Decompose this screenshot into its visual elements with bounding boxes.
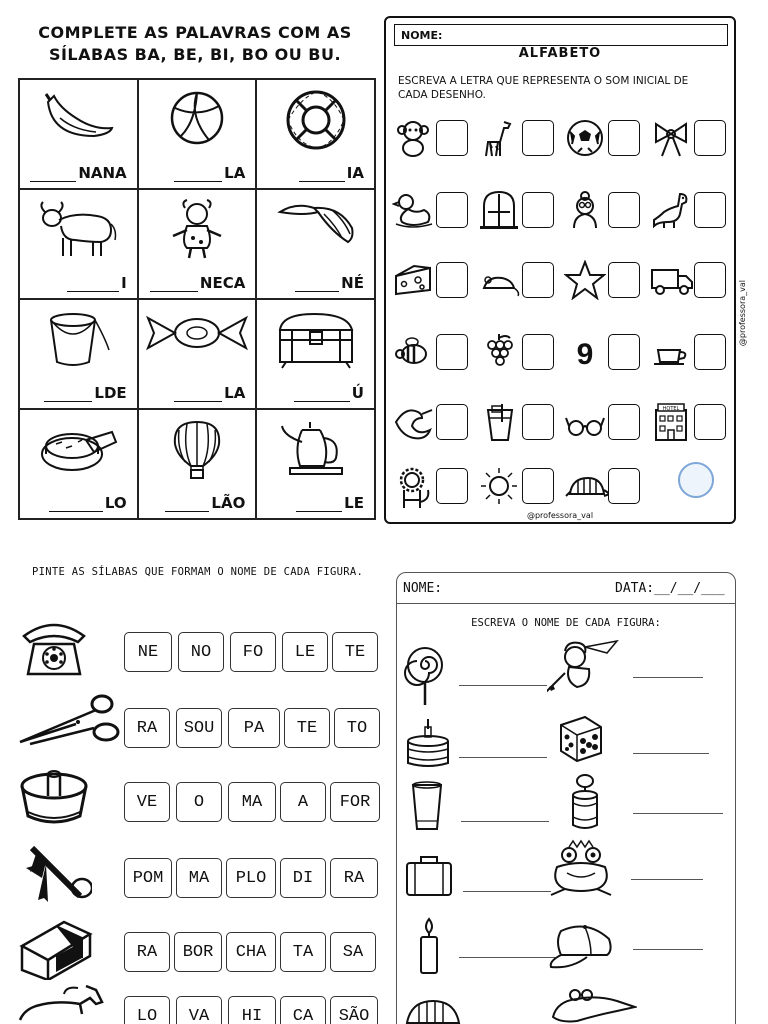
- answer-blank[interactable]: [296, 498, 342, 512]
- cup-icon: [650, 332, 692, 372]
- picture-row: [390, 116, 732, 160]
- letter-box[interactable]: [436, 192, 468, 228]
- cheese-icon: [392, 260, 434, 300]
- letter-box[interactable]: [694, 334, 726, 370]
- fairy-icon: [547, 637, 627, 701]
- word-ending: LÃO: [211, 494, 246, 512]
- letter-box[interactable]: [608, 120, 640, 156]
- ox-icon: [35, 198, 121, 260]
- syllable-tile[interactable]: POM: [124, 858, 172, 898]
- vertical-credit: @professora_val: [738, 280, 747, 347]
- bottom-credit: @professora_val: [526, 511, 594, 520]
- dice-icon: [555, 713, 605, 763]
- syllable-tile[interactable]: RA: [124, 708, 170, 748]
- telephone-icon: [16, 616, 92, 680]
- giraffe-icon: [478, 118, 520, 158]
- grid-cell: [19, 79, 138, 189]
- grid-cell: [138, 189, 257, 299]
- letter-box[interactable]: [436, 262, 468, 298]
- word-ending: LA: [224, 384, 246, 402]
- nine-icon: [564, 332, 606, 372]
- answer-line[interactable]: [463, 891, 551, 892]
- dinosaur-icon: [650, 190, 692, 230]
- sheet4-instruction: ESCREVA O NOME DE CADA FIGURA:: [471, 617, 661, 629]
- kettle-icon: [280, 418, 352, 480]
- bow-icon: [650, 118, 692, 158]
- answer-blank[interactable]: [165, 498, 209, 512]
- grid-cell: [138, 79, 257, 189]
- answer-line[interactable]: [461, 821, 549, 822]
- syllable-tile[interactable]: NO: [178, 632, 224, 672]
- header-divider: [397, 603, 735, 604]
- picture-row: [390, 330, 732, 374]
- syllable-tile[interactable]: LE: [282, 632, 328, 672]
- armadillo-icon: [564, 466, 610, 506]
- letter-box[interactable]: [608, 334, 640, 370]
- answer-line[interactable]: [459, 685, 547, 686]
- syllable-row: [14, 766, 384, 830]
- word-ending: IA: [346, 164, 364, 182]
- picture-item: [569, 773, 729, 833]
- glasses-icon: [564, 402, 606, 442]
- picture-item: [547, 987, 707, 1023]
- armadillo-icon: [403, 993, 463, 1024]
- syllable-tile[interactable]: DI: [280, 858, 326, 898]
- syllable-tile[interactable]: VE: [124, 782, 170, 822]
- banana-icon: [38, 88, 118, 148]
- cake-icon: [36, 418, 120, 476]
- date-field[interactable]: DATA:__/__/___: [615, 581, 725, 596]
- syllable-tile[interactable]: CHA: [226, 932, 276, 972]
- answer-line[interactable]: [633, 949, 703, 950]
- answer-blank[interactable]: [174, 168, 222, 182]
- letter-box[interactable]: [608, 262, 640, 298]
- syllable-tile[interactable]: A: [280, 782, 326, 822]
- glass-icon: [407, 781, 447, 833]
- can-icon: [569, 773, 601, 831]
- letter-box[interactable]: [436, 334, 468, 370]
- letter-box[interactable]: [694, 262, 726, 298]
- answer-blank[interactable]: [44, 388, 92, 402]
- sun-icon: [478, 466, 520, 506]
- diploma-icon: [16, 842, 92, 906]
- window-icon: [478, 190, 520, 230]
- letter-box[interactable]: [694, 192, 726, 228]
- syllable-row: [14, 916, 384, 980]
- picture-item: [547, 921, 707, 981]
- syllable-tile[interactable]: BOR: [174, 932, 222, 972]
- name-field[interactable]: NOME:: [394, 24, 728, 46]
- alphabet-sheet: [384, 16, 747, 524]
- word-ending: LA: [224, 164, 246, 182]
- mouse-icon: [478, 260, 520, 300]
- bee-icon: [392, 332, 434, 372]
- word-grid: [18, 78, 376, 520]
- duck-icon: [392, 190, 434, 230]
- cake-pan-icon: [16, 766, 92, 830]
- letter-box[interactable]: [436, 468, 468, 504]
- syllable-tile[interactable]: HI: [228, 996, 276, 1024]
- grid-cell: [19, 189, 138, 299]
- grid-cell: [256, 189, 375, 299]
- juice-glass-icon: [478, 402, 520, 442]
- grid-cell: [19, 299, 138, 409]
- picture-item: [403, 993, 563, 1024]
- word-ending: LO: [104, 494, 127, 512]
- sheet2-title: ALFABETO: [518, 46, 602, 61]
- truck-icon: [650, 260, 694, 300]
- doll-icon: [167, 198, 227, 260]
- syllable-tile[interactable]: FOR: [330, 782, 380, 822]
- word-ending: NECA: [199, 274, 246, 292]
- syllable-tile[interactable]: PA: [228, 708, 280, 748]
- syllable-tile[interactable]: FO: [230, 632, 276, 672]
- answer-line[interactable]: [633, 813, 723, 814]
- syllable-tile[interactable]: CA: [280, 996, 326, 1024]
- grid-cell: [138, 409, 257, 519]
- syllable-tile[interactable]: O: [176, 782, 222, 822]
- grid-cell: [138, 299, 257, 409]
- syllable-tile[interactable]: PLO: [226, 858, 276, 898]
- letter-box[interactable]: [608, 404, 640, 440]
- letter-box[interactable]: [522, 120, 554, 156]
- grid-cell: [256, 409, 375, 519]
- grapes-icon: [478, 332, 520, 372]
- grid-cell: [19, 409, 138, 519]
- soccer-ball-icon: [564, 118, 606, 158]
- treasure-chest-icon: [274, 308, 358, 370]
- syllable-row: [14, 842, 384, 906]
- word-ending: LE: [344, 494, 364, 512]
- name-field[interactable]: NOME:: [403, 581, 443, 596]
- picture-item: [403, 645, 563, 705]
- letter-box[interactable]: [436, 120, 468, 156]
- lion-icon: [392, 466, 434, 510]
- sheet2-instruction: ESCREVA A LETRA QUE REPRESENTA O SOM INICIAL DE CADA DESENHO.: [398, 75, 689, 101]
- eraser-icon: [16, 916, 96, 980]
- answer-line[interactable]: [459, 957, 555, 958]
- syllable-tile[interactable]: MA: [228, 782, 276, 822]
- syllable-tile[interactable]: SÃO: [330, 996, 378, 1024]
- sheet1-title-line2: SÍLABAS BA, BE, BI, BO OU BU.: [48, 45, 342, 64]
- syllable-tile[interactable]: TE: [284, 708, 330, 748]
- syllable-tile[interactable]: TO: [334, 708, 380, 748]
- syllable-tile[interactable]: TE: [332, 632, 378, 672]
- picture-item: [403, 851, 563, 911]
- syllable-tile[interactable]: MA: [176, 858, 222, 898]
- letter-box[interactable]: [522, 334, 554, 370]
- letter-box[interactable]: [522, 192, 554, 228]
- grandma-icon: [564, 190, 606, 230]
- letter-box[interactable]: [436, 404, 468, 440]
- syllable-tile[interactable]: RA: [124, 932, 170, 972]
- answer-blank[interactable]: [150, 278, 198, 292]
- picture-row: [390, 188, 732, 232]
- syllable-tile[interactable]: SA: [330, 932, 376, 972]
- picture-item: [403, 717, 563, 777]
- syllable-tile[interactable]: TA: [280, 932, 326, 972]
- letter-box[interactable]: [608, 192, 640, 228]
- badge-logo-icon: [678, 462, 714, 498]
- sheet1-title-line1: COMPLETE AS PALAVRAS COM AS: [38, 23, 352, 42]
- picture-item: [547, 637, 707, 697]
- answer-blank[interactable]: [49, 498, 103, 512]
- picture-row: [390, 400, 732, 444]
- grid-cell: [256, 299, 375, 409]
- frog-icon: [547, 839, 617, 899]
- answer-blank[interactable]: [299, 168, 345, 182]
- candle-icon: [411, 917, 447, 977]
- letter-box[interactable]: [522, 468, 554, 504]
- syllable-row: [14, 980, 384, 1024]
- lollipop-icon: [403, 645, 447, 705]
- cap-icon: [274, 198, 358, 254]
- answer-line[interactable]: [633, 677, 703, 678]
- answer-blank[interactable]: [174, 388, 222, 402]
- syllable-tile[interactable]: SOU: [176, 708, 222, 748]
- word-ending: I: [121, 274, 127, 292]
- hotel-icon: [650, 402, 692, 442]
- hot-air-balloon-icon: [169, 418, 225, 482]
- syllable-row: [14, 692, 384, 756]
- star-icon: [564, 260, 606, 300]
- sheet3-title: PINTE AS SÍLABAS QUE FORMAM O NOME DE CADA FIGURA.: [32, 566, 364, 578]
- monkey-icon: [392, 118, 434, 158]
- letter-box[interactable]: [522, 404, 554, 440]
- picture-row: [390, 258, 732, 302]
- answer-blank[interactable]: [295, 278, 339, 292]
- bucket-icon: [43, 308, 113, 370]
- lifebuoy-icon: [281, 88, 351, 152]
- picture-item: [555, 713, 715, 773]
- picture-item: [547, 839, 707, 899]
- scissors-icon: [16, 692, 124, 756]
- picture-item: [407, 781, 567, 841]
- syllable-tile[interactable]: RA: [330, 858, 378, 898]
- volleyball-icon: [167, 88, 227, 148]
- horse-icon: [16, 980, 106, 1024]
- answer-blank[interactable]: [294, 388, 350, 402]
- syllable-completion-sheet: [14, 22, 376, 522]
- seal-icon: [392, 402, 434, 442]
- answer-blank[interactable]: [30, 168, 76, 182]
- answer-line[interactable]: [631, 879, 703, 880]
- letter-box[interactable]: [694, 120, 726, 156]
- grid-cell: [256, 79, 375, 189]
- word-ending: NÉ: [341, 274, 364, 292]
- letter-box[interactable]: [694, 404, 726, 440]
- letter-box[interactable]: [522, 262, 554, 298]
- answer-line[interactable]: [459, 757, 547, 758]
- candy-icon: [142, 308, 252, 358]
- syllable-tile[interactable]: VA: [176, 996, 222, 1024]
- answer-line[interactable]: [633, 753, 709, 754]
- cap-icon: [547, 921, 619, 971]
- alligator-icon: [547, 987, 637, 1023]
- syllable-tile[interactable]: LO: [124, 996, 170, 1024]
- word-ending: NANA: [78, 164, 127, 182]
- nine-glyph: 9: [576, 338, 594, 371]
- suitcase-icon: [403, 851, 455, 899]
- write-names-sheet: [396, 572, 736, 1024]
- answer-blank[interactable]: [67, 278, 119, 292]
- hotel-sign-text: HOTEL: [662, 406, 680, 412]
- paint-syllables-sheet: [14, 560, 384, 1024]
- birthday-cake-icon: [403, 717, 453, 769]
- word-ending: Ú: [351, 384, 364, 402]
- syllable-tile[interactable]: NE: [124, 632, 172, 672]
- word-ending: LDE: [94, 384, 127, 402]
- syllable-row: [14, 616, 384, 680]
- letter-box[interactable]: [608, 468, 640, 504]
